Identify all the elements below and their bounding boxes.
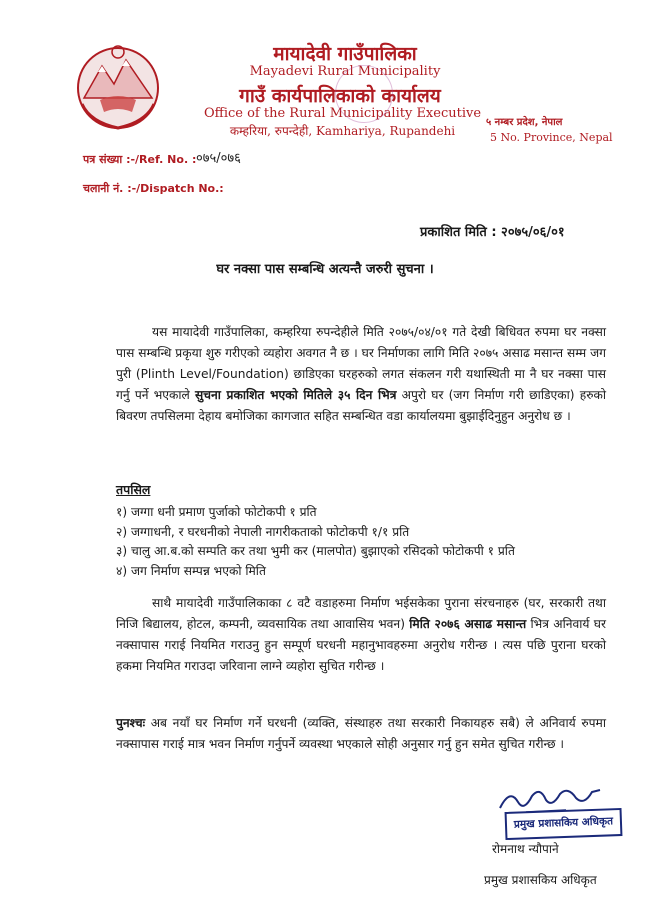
deadline-highlight: मिति २०७६ असाढ मसान्त: [409, 617, 527, 631]
document-list: [116, 503, 515, 581]
municipality-name-nepali: मायादेवी गाउँपालिका: [273, 43, 417, 65]
office-address: कम्हरिया, रुपन्देही, Kamhariya, Rupandehi: [229, 124, 456, 138]
signatory-title: प्रमुख प्रशासकिय अधिकृत: [484, 873, 597, 887]
postscript-label: पुनश्चः: [116, 716, 146, 730]
province-nepali: ५ नम्बर प्रदेश, नेपाल: [486, 117, 563, 128]
published-date: प्रकाशित मिति : २०७५/०६/०१: [420, 225, 565, 240]
deadline-highlight: सुचना प्रकाशित भएको मितिले ३५ दिन भित्र: [195, 388, 397, 402]
notice-paragraph-1: यस मायादेवी गाउँपालिका, कम्हरिया रुपन्देहीले मिति २०७५/०४/०१ गते देखी बिधिवत रुपमा घर नक्सा पास सम्बन्धि प्रकृया शुरु गरीएको व्यहोरा अवगत नै छ । घर निर्माणका लागि मिति २०७५ असाढ मसान्त सम्म जग पुरी (Plinth Level/Foundation) छाडिएका घरहरुको लगत संकलन गरी यथास्थिती मा नै घर नक्सा पास गर्नु पर्ने भएकाले सुचना प्रकाशित भएको मितिले ३५ दिन भित्र अपुरो घर (जग निर्माण गरी छाडिएका) हरुको बिवरण तपसिलमा देहाय बमोजिका कागजात सहित सम्बन्धित वडा कार्यालयमा बुझाईदिनुहुन अनुरोध छ ।: [116, 325, 606, 423]
nepal-emblem-logo: [70, 38, 166, 134]
dispatch-number-label: चलानी नं. :-/Dispatch No.:: [83, 182, 224, 195]
office-seal-stamp: [335, 65, 393, 123]
ref-number-value: ०७५/०७६: [196, 151, 241, 166]
office-name-nepali: गाउँ कार्यपालिकाको कार्यालय: [239, 85, 441, 107]
office-name-english: Office of the Rural Municipality Executive: [203, 106, 482, 121]
officer-stamp: प्रमुख प्रशासकिय अधिकृत: [505, 808, 623, 840]
province-english: 5 No. Province, Nepal: [490, 131, 613, 144]
list-item: १) जग्गा धनी प्रमाण पुर्जाको फोटोकपी १ प्रति: [116, 505, 317, 519]
municipality-name-english: Mayadevi Rural Municipality: [249, 64, 441, 79]
signatory-name: रोमनाथ न्यौपाने: [492, 842, 559, 856]
notice-paragraph-2: साथै मायादेवी गाउँपालिकाका ८ वटै वडाहरुमा निर्माण भईसकेका पुराना संरचनाहरु (घर, सरकारी तथा निजि बिद्यालय, होटल, कम्पनी, व्यवसायिक तथा आवासिय भवन) मिति २०७६ असाढ मसान्त भित्र अनिवार्य घर नक्सापास गराई नियमित गराउनु हुन सम्पूर्ण घरधनी महानुभावहरुमा अनुरोध गरीन्छ । त्यस पछि पुराना घरको हकमा नियमित गराउदा जरिवाना लाग्ने व्यहोरा सुचित गरीन्छ ।: [116, 596, 606, 673]
tapsil-heading: तपसिल: [116, 482, 151, 497]
list-item: २) जग्गाधनी, र घरधनीको नेपाली नागरीकताको फोटोकपी १/१ प्रति: [116, 524, 410, 539]
notice-postscript: पुनश्चः अब नयाँ घर निर्माण गर्ने घरधनी (व्यक्ति, संस्थाहरु तथा सरकारी निकायहरु सबै) ले अनिवार्य रुपमा नक्सापास गराई मात्र भवन निर्माण गर्नुपर्ने व्यवस्था भएकाले सोही अनुसार गर्नु हुन समेत सुचित गरीन्छ ।: [116, 716, 606, 751]
list-item: ४) जग निर्माण सम्पन्न भएको मिति: [116, 563, 266, 578]
notice-subject: घर नक्सा पास सम्बन्धि अत्यन्तै जरुरी सुचना ।: [216, 262, 434, 277]
list-item: ३) चालु आ.ब.को सम्पति कर तथा भुमी कर (मालपोत) बुझाएको रसिदको फोटोकपी १ प्रति: [116, 544, 515, 558]
ref-number-label: पत्र संख्या :-/Ref. No. :: [83, 153, 197, 166]
